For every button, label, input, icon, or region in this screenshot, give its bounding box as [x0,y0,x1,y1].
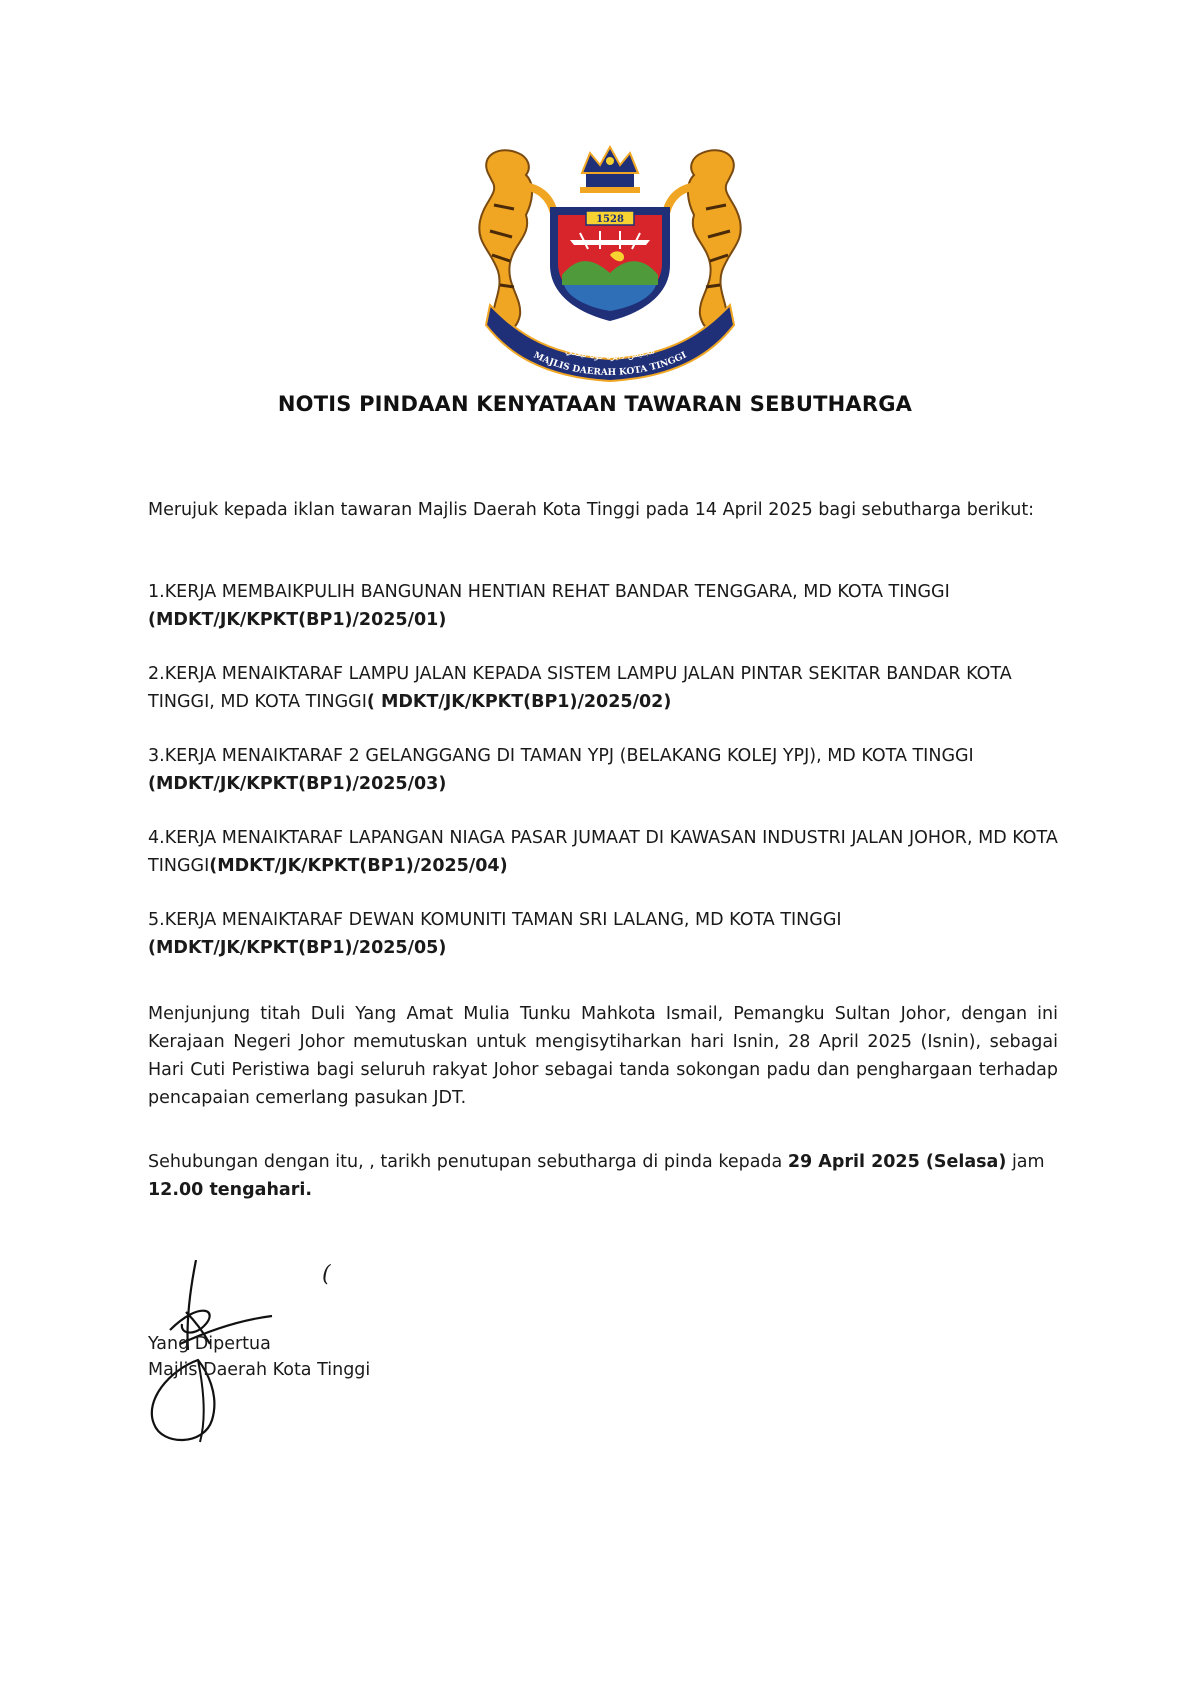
item-reference: (MDKT/JK/KPKT(BP1)/2025/03) [148,774,447,794]
closing-time: 12.00 tengahari. [148,1180,313,1200]
crest-arabic-text: مجليس دايره كوتا تيڠڬي [564,346,656,363]
crest-banner-text: MAJLIS DAERAH KOTA TINGGI [531,350,689,379]
item-reference: (MDKT/JK/KPKT(BP1)/2025/04) [209,856,508,876]
crown-icon [580,147,640,193]
signatory-title: Yang Dipertua [148,1334,271,1354]
list-item [148,906,1058,962]
closing-date-paragraph [148,1148,1058,1204]
item-reference: (MDKT/JK/KPKT(BP1)/2025/05) [148,938,447,958]
item-description: 3.KERJA MENAIKTARAF 2 GELANGGANG DI TAMAN YPJ (BELAKANG KOLEJ YPJ), MD KOTA TINGGI [148,746,974,766]
council-crest-logo [470,145,750,390]
crest-year: 1528 [596,214,624,225]
item-description: 1.KERJA MEMBAIKPULIH BANGUNAN HENTIAN REHAT BANDAR TENGGARA, MD KOTA TINGGI [148,582,950,602]
closing-date-middle: jam [1006,1152,1045,1172]
item-description: 4.KERJA MENAIKTARAF LAPANGAN NIAGA PASAR JUMAAT DI KAWASAN INDUSTRI JALAN JOHOR, MD KOTA TINGGI [148,828,1058,876]
shield-icon [550,207,670,321]
intro-paragraph: Merujuk kepada iklan tawaran Majlis Daerah Kota Tinggi pada 14 April 2025 bagi sebutharga berikut: [148,500,1035,520]
holiday-paragraph: Menjunjung titah Duli Yang Amat Mulia Tunku Mahkota Ismail, Pemangku Sultan Johor, dengan ini Kerajaan Negeri Johor memutuskan untuk mengisytiharkan hari Isnin, 28 April 2025 (Isnin), sebagai Hari Cuti Peristiwa bagi seluruh rakyat Johor sebagai tanda sokongan padu dan penghargaan terhadap pencapaian cemerlang pasukan JDT. [148,1004,1058,1108]
item-reference: ( MDKT/JK/KPKT(BP1)/2025/02) [366,692,672,712]
list-item [148,824,1058,880]
item-reference: (MDKT/JK/KPKT(BP1)/2025/01) [148,610,447,630]
list-item [148,742,1058,798]
item-description: 5.KERJA MENAIKTARAF DEWAN KOMUNITI TAMAN SRI LALANG, MD KOTA TINGGI [148,910,842,930]
closing-date: 29 April 2025 (Selasa) [787,1152,1007,1172]
signatory-organization: Majlis Daerah Kota Tinggi [148,1360,371,1380]
closing-date-prefix: Sehubungan dengan itu, , tarikh penutupan sebutharga di pinda kepada [148,1152,788,1172]
notice-title: NOTIS PINDAAN KENYATAAN TAWARAN SEBUTHARGA [277,392,913,416]
tender-list [148,578,1058,988]
list-item [148,660,1058,716]
list-item [148,578,1058,634]
signature-mark: ( [322,1262,331,1287]
item-description: 2.KERJA MENAIKTARAF LAMPU JALAN KEPADA SISTEM LAMPU JALAN PINTAR SEKITAR BANDAR KOTA TINGGI, MD KOTA TINGGI [148,664,1012,712]
